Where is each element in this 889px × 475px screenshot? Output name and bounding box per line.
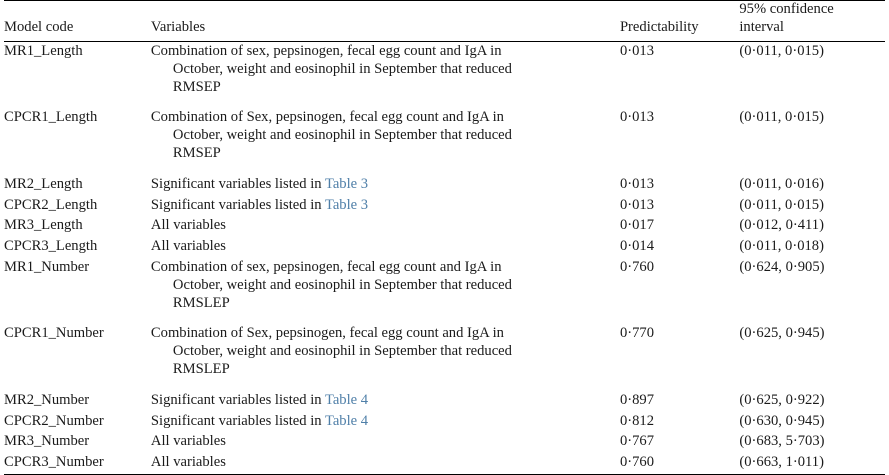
cell-predictability: 0·017 xyxy=(619,217,654,234)
cell-variables xyxy=(151,453,620,474)
column-header-model-code xyxy=(4,1,151,41)
cell-model-code: MR2_Number xyxy=(4,391,90,408)
row-spacer xyxy=(4,380,885,390)
cell-model-code: CPCR2_Number xyxy=(4,412,104,429)
cell-confidence-interval: (0·011, 0·018) xyxy=(739,238,824,255)
cell-model-code: CPCR3_Length xyxy=(4,238,98,255)
table-row xyxy=(4,216,885,237)
table-row xyxy=(4,258,885,314)
variables-line-1: Significant variables listed in xyxy=(150,196,325,213)
table-body xyxy=(4,41,885,474)
row-spacer-cell xyxy=(4,314,885,324)
cell-confidence-interval: (0·011, 0·016) xyxy=(739,175,824,192)
table-row xyxy=(4,195,885,216)
cell-variables xyxy=(151,237,620,258)
cell-model-code: MR1_Length xyxy=(4,43,83,60)
row-spacer-cell xyxy=(4,164,885,174)
column-header-variables-label: Variables xyxy=(150,18,206,35)
column-header-ci-line1: 95% confidence xyxy=(739,1,834,17)
cell-confidence-interval: (0·011, 0·015) xyxy=(739,109,824,126)
cell-model-code: CPCR3_Number xyxy=(4,454,104,471)
row-spacer-cell xyxy=(4,380,885,390)
variables-line-1: All variables xyxy=(150,238,226,255)
cell-model-code: CPCR1_Length xyxy=(4,109,98,126)
cell-model-code: MR3_Length xyxy=(4,217,83,234)
table-row xyxy=(4,108,885,164)
table-row xyxy=(4,41,885,98)
cell-confidence-interval: (0·663, 1·011) xyxy=(739,454,824,471)
cell-predictability: 0·770 xyxy=(619,325,654,342)
column-header-model-code-label: Model code xyxy=(4,18,74,35)
table-header-row xyxy=(4,1,885,41)
cell-predictability: 0·013 xyxy=(619,109,654,126)
table-head xyxy=(4,1,885,42)
cell-predictability: 0·013 xyxy=(619,175,654,192)
cell-confidence-interval: (0·630, 0·945) xyxy=(739,412,825,429)
variables-line-1: Combination of sex, pepsinogen, fecal egg count and IgA in xyxy=(150,259,502,276)
cell-variables xyxy=(151,41,620,98)
model-predictability-table xyxy=(4,0,885,475)
table-row xyxy=(4,174,885,195)
column-header-confidence-interval xyxy=(739,1,885,41)
cell-variables xyxy=(151,390,620,411)
column-header-ci-line2: interval xyxy=(739,18,784,35)
cell-variables xyxy=(151,411,620,432)
row-spacer xyxy=(4,98,885,108)
cell-model-code: MR2_Length xyxy=(4,175,83,192)
variables-line-1: All variables xyxy=(150,454,226,471)
cell-predictability: 0·014 xyxy=(619,238,654,255)
variables-line-3: RMSLEP xyxy=(172,361,230,378)
row-spacer xyxy=(4,164,885,174)
cell-variables xyxy=(151,195,620,216)
cell-predictability: 0·760 xyxy=(619,454,654,471)
cell-predictability: 0·767 xyxy=(619,433,654,450)
variables-line-3: RMSEP xyxy=(172,145,221,162)
variables-line-2: October, weight and eosinophil in September that reduced xyxy=(172,60,512,77)
variables-line-2: October, weight and eosinophil in September that reduced xyxy=(172,127,512,144)
cell-model-code: CPCR2_Length xyxy=(4,196,98,213)
table-row xyxy=(4,432,885,453)
cell-variables xyxy=(151,174,620,195)
variables-line-1: All variables xyxy=(150,433,226,450)
cell-model-code: MR3_Number xyxy=(4,433,90,450)
cell-variables xyxy=(151,432,620,453)
variables-line-3: RMSLEP xyxy=(172,294,230,311)
cell-confidence-interval: (0·012, 0·411) xyxy=(739,217,824,234)
cell-confidence-interval: (0·625, 0·922) xyxy=(739,391,825,408)
row-spacer xyxy=(4,314,885,324)
variables-line-2: October, weight and eosinophil in September that reduced xyxy=(172,276,512,293)
row-spacer-cell xyxy=(4,98,885,108)
variables-line-1: Combination of Sex, pepsinogen, fecal egg count and IgA in xyxy=(150,325,504,342)
table-reference-link[interactable]: Table 3 xyxy=(324,175,369,192)
variables-line-1: Significant variables listed in xyxy=(150,175,325,192)
table-row xyxy=(4,411,885,432)
cell-model-code: MR1_Number xyxy=(4,259,90,276)
cell-variables xyxy=(151,324,620,380)
variables-line-1: Significant variables listed in xyxy=(150,391,325,408)
column-header-variables xyxy=(151,1,620,41)
cell-confidence-interval: (0·625, 0·945) xyxy=(739,325,825,342)
cell-variables xyxy=(151,216,620,237)
table-row xyxy=(4,324,885,380)
cell-confidence-interval: (0·624, 0·905) xyxy=(739,259,825,276)
cell-confidence-interval: (0·011, 0·015) xyxy=(739,196,824,213)
cell-model-code: CPCR1_Number xyxy=(4,325,104,342)
cell-predictability: 0·013 xyxy=(619,43,654,60)
column-header-predictability-label: Predictability xyxy=(619,18,699,35)
variables-line-1: Significant variables listed in xyxy=(150,412,325,429)
cell-predictability: 0·760 xyxy=(619,259,654,276)
variables-line-2: October, weight and eosinophil in September that reduced xyxy=(172,343,512,360)
table-row xyxy=(4,453,885,474)
cell-confidence-interval: (0·011, 0·015) xyxy=(739,43,824,60)
table-reference-link[interactable]: Table 4 xyxy=(324,391,369,408)
cell-predictability: 0·897 xyxy=(619,391,654,408)
table-reference-link[interactable]: Table 4 xyxy=(324,412,369,429)
variables-line-1: Combination of Sex, pepsinogen, fecal egg count and IgA in xyxy=(150,109,504,126)
table-row xyxy=(4,237,885,258)
variables-line-1: Combination of sex, pepsinogen, fecal egg count and IgA in xyxy=(150,43,502,60)
column-header-predictability xyxy=(620,1,739,41)
variables-line-3: RMSEP xyxy=(172,78,221,95)
cell-predictability: 0·013 xyxy=(619,196,654,213)
cell-predictability: 0·812 xyxy=(619,412,654,429)
variables-line-1: All variables xyxy=(150,217,226,234)
cell-confidence-interval: (0·683, 5·703) xyxy=(739,433,825,450)
cell-variables xyxy=(151,108,620,164)
cell-variables xyxy=(151,258,620,314)
table-row xyxy=(4,390,885,411)
table-reference-link[interactable]: Table 3 xyxy=(324,196,369,213)
